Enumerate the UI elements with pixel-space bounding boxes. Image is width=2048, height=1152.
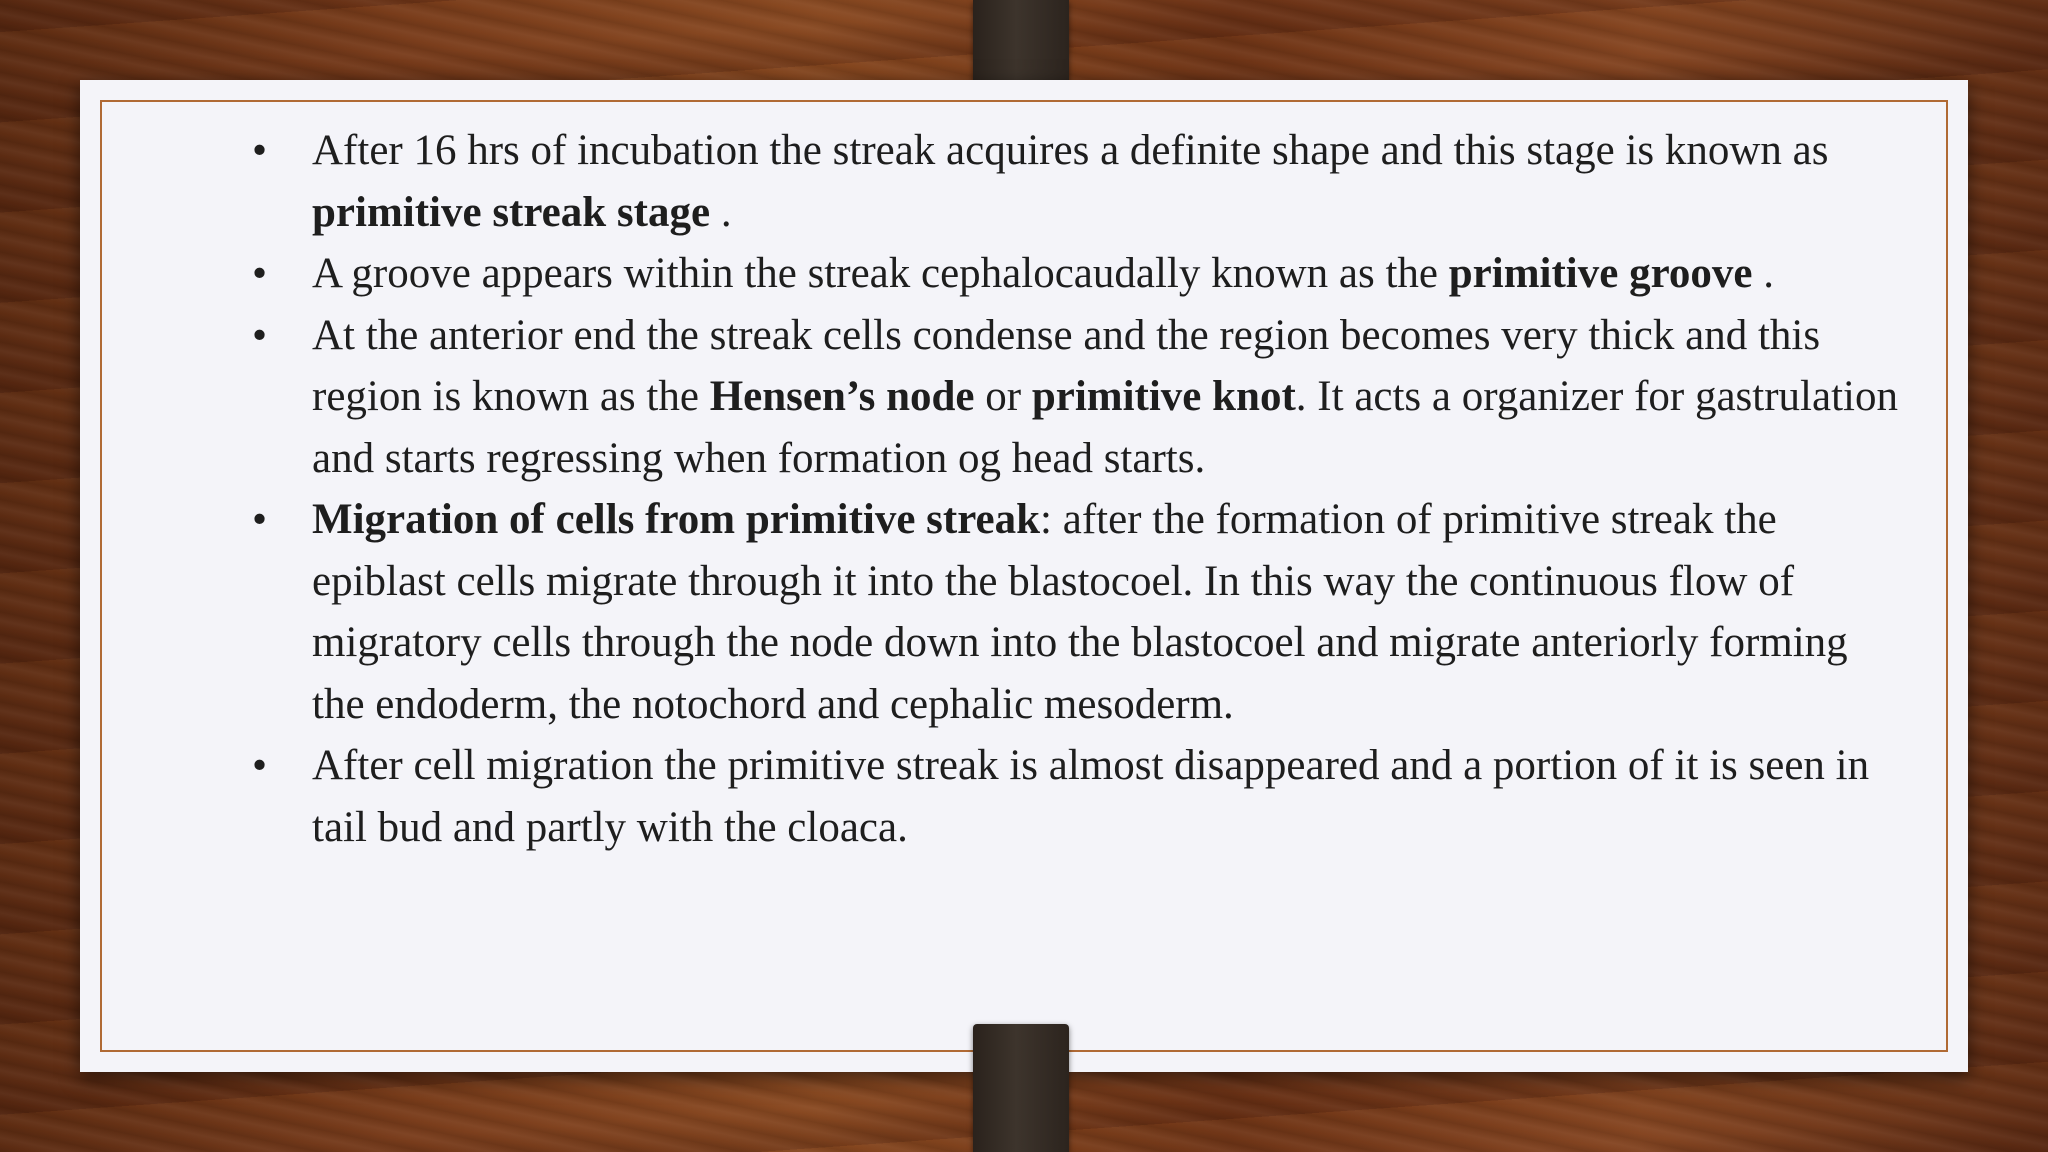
bullet-item xyxy=(190,735,1910,858)
bullet-bold-term: Hensen’s node xyxy=(709,373,975,420)
bullet-bold-term: Migration of cells from primitive streak xyxy=(312,496,1041,543)
bullet-dot: • xyxy=(252,496,268,543)
bullet-bold-term: primitive knot xyxy=(1031,373,1296,420)
bullet-text: . It acts a organizer for gastrulation and starts regressing when formation og head starts. xyxy=(312,373,1898,482)
bullet-dot: • xyxy=(252,127,268,174)
bullet-dot: • xyxy=(252,311,268,359)
bullet-dot: • xyxy=(252,742,268,789)
bullet-dot: • xyxy=(252,250,268,297)
bullet-bold-term: primitive streak stage xyxy=(312,188,711,236)
bullet-text: A groove appears within the streak cephalocaudally known as the xyxy=(312,250,1449,297)
bullet-text: After cell migration the primitive streak is almost disappeared and a portion of it is seen in tail bud and partly with the cloaca. xyxy=(312,742,1870,851)
bullet-bold-term: primitive groove xyxy=(1448,250,1753,297)
slide-board xyxy=(80,80,1968,1072)
bullet-text: : after the formation of primitive streak the epiblast cells migrate through it into the blastocoel. In this way the continuous flow of migratory cells through the node down into the blastocoel and migrate anteriorly forming the endoderm, the notochord and cephalic mesoderm. xyxy=(312,496,1848,728)
bullet-item xyxy=(190,243,1910,305)
bullet-text: At the anterior end the streak cells condense and the region becomes very thick and this region is known as the xyxy=(312,311,1821,420)
bullet-text: or xyxy=(974,373,1032,420)
bullet-item xyxy=(190,489,1910,735)
bullet-text: After 16 hrs of incubation the streak acquires a definite shape and this stage is known as xyxy=(312,127,1829,174)
bullet-item xyxy=(190,305,1910,490)
bottom-strap xyxy=(973,1024,1069,1152)
slide-content xyxy=(190,120,1910,858)
bullet-list xyxy=(190,120,1910,858)
bullet-item xyxy=(190,120,1910,243)
bullet-text: . xyxy=(710,188,732,236)
bullet-text: . xyxy=(1752,250,1774,297)
